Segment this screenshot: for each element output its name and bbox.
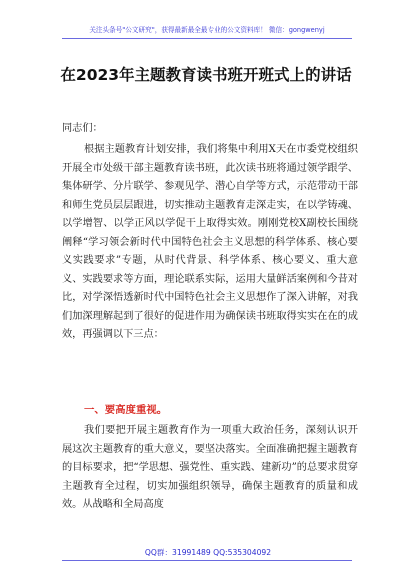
footer-contact[interactable]: QQ群：31991489 QQ:535304092 — [144, 548, 272, 557]
footer-divider — [62, 560, 352, 561]
body-paragraph-1: 根据主题教育计划安排，我们将集中利用X天在市委党校组织开展全市处级干部主题教育读书班，此次读书班将通过领学跟学、集体研学、分片联学、参观见学、潜心自学等方式，示范带动干部和师生党员层层跟进，切实推动主题教育走深走实，在以学铸魂、以学增智、以学正风以学促干上取得实效。刚刚党校X副校长围绕阐释“学习领会新时代中国特色社会主义思想的科学体系、核心要义实践要求”专题，从时代背景、科学体系、核心要义、重大意义、实践要求等方面，理论联系实际，运用大量鲜活案例和今昔对比，对学深悟透新时代中国特色社会主义思想作了深入讲解，对我们加深理解起到了很好的促进作用为确保读书班取得实实在在的成效，再强调以下三点： — [62, 144, 358, 340]
salutation: 同志们： — [62, 123, 103, 134]
header-banner[interactable]: 关注头条号"公文研究"，获得最新最全最专业的公文资料库！ 微信：gongwenyj — [89, 26, 325, 34]
section-heading-1: 一、要高度重视。 — [84, 404, 168, 416]
header-divider — [62, 38, 352, 39]
body-paragraph-2: 我们要把开展主题教育作为一项重大政治任务，深刻认识开展这次主题教育的重大意义，要坚决落实。全面准确把握主题教育的目标要求，把“学思想、强党性、重实践、建新功”的总要求贯穿主题教育全过程，切实加强组织领导，确保主题教育的质量和成效。从战略和全局高度 — [62, 425, 358, 510]
document-title: 在2023年主题教育读书班开班式上的讲话 — [60, 66, 352, 84]
